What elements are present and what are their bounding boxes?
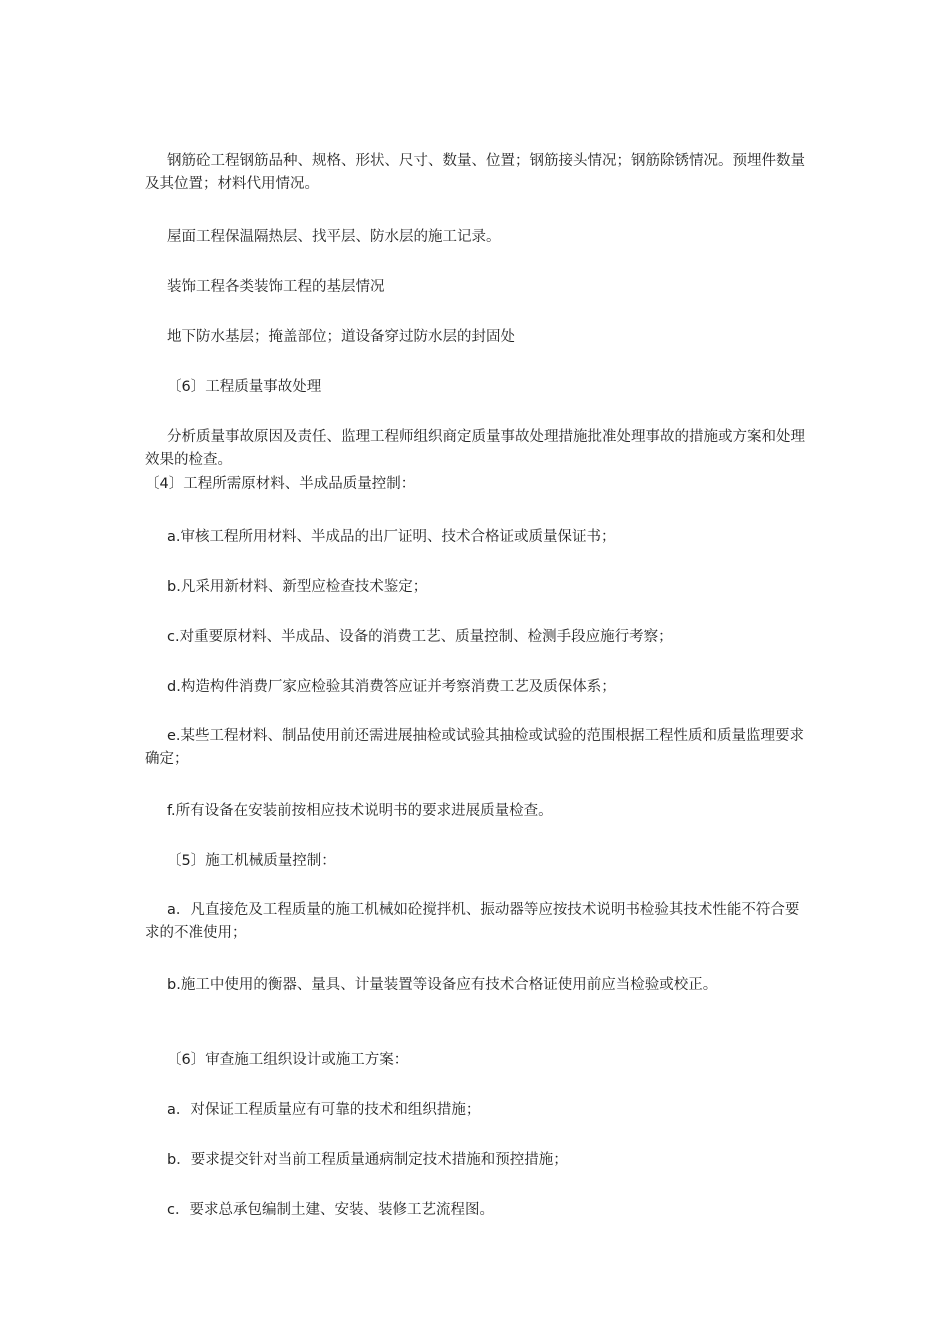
item-materials-b: b.凡采用新材料、新型应检查技术鉴定； bbox=[167, 579, 428, 595]
item-plan-c: c．要求总承包编制土建、安装、装修工艺流程图。 bbox=[167, 1202, 494, 1218]
item-machinery-b: b.施工中使用的衡器、量具、计量装置等设备应有技术合格证使用前应当检验或校正。 bbox=[167, 977, 718, 993]
heading-materials-control: 〔4〕工程所需原材料、半成品质量控制： bbox=[145, 476, 416, 492]
paragraph-underground-waterproof: 地下防水基层；掩盖部位；道设备穿过防水层的封固处 bbox=[167, 329, 515, 345]
heading-construction-plan-review: 〔6〕审查施工组织设计或施工方案： bbox=[167, 1052, 409, 1068]
item-materials-e: e.某些工程材料、制品使用前还需进展抽检或试验其抽检或试验的范围根据工程性质和质量监理要求确定； bbox=[145, 728, 805, 767]
item-plan-b: b．要求提交针对当前工程质量通病制定技术措施和预控措施； bbox=[167, 1152, 568, 1168]
item-materials-f: f.所有设备在安装前按相应技术说明书的要求进展质量检查。 bbox=[167, 803, 553, 819]
paragraph-rebar-inspection: 钢筋砼工程钢筋品种、规格、形状、尺寸、数量、位置；钢筋接头情况；钢筋除锈情况。预埋件数量及其位置；材料代用情况。 bbox=[145, 153, 805, 192]
paragraph-decoration-works: 装饰工程各类装饰工程的基层情况 bbox=[167, 279, 385, 295]
heading-machinery-control: 〔5〕施工机械质量控制： bbox=[167, 853, 336, 869]
item-plan-a: a．对保证工程质量应有可靠的技术和组织措施； bbox=[167, 1102, 481, 1118]
heading-quality-accident: 〔6〕工程质量事故处理 bbox=[167, 379, 322, 395]
item-machinery-a: a．凡直接危及工程质量的施工机械如砼搅拌机、振动器等应按技术说明书检验其技术性能不符合要求的不准使用； bbox=[145, 902, 800, 941]
item-materials-d: d.构造构件消费厂家应检验其消费答应证并考察消费工艺及质保体系； bbox=[167, 679, 616, 695]
paragraph-roof-works: 屋面工程保温隔热层、找平层、防水层的施工记录。 bbox=[167, 229, 501, 245]
item-materials-c: c.对重要原材料、半成品、设备的消费工艺、质量控制、检测手段应施行考察； bbox=[167, 629, 673, 645]
item-materials-a: a.审核工程所用材料、半成品的出厂证明、技术合格证或质量保证书； bbox=[167, 529, 616, 545]
paragraph-accident-analysis: 分析质量事故原因及责任、监理工程师组织商定质量事故处理措施批准处理事故的措施或方案和处理效果的检查。 bbox=[145, 429, 805, 468]
